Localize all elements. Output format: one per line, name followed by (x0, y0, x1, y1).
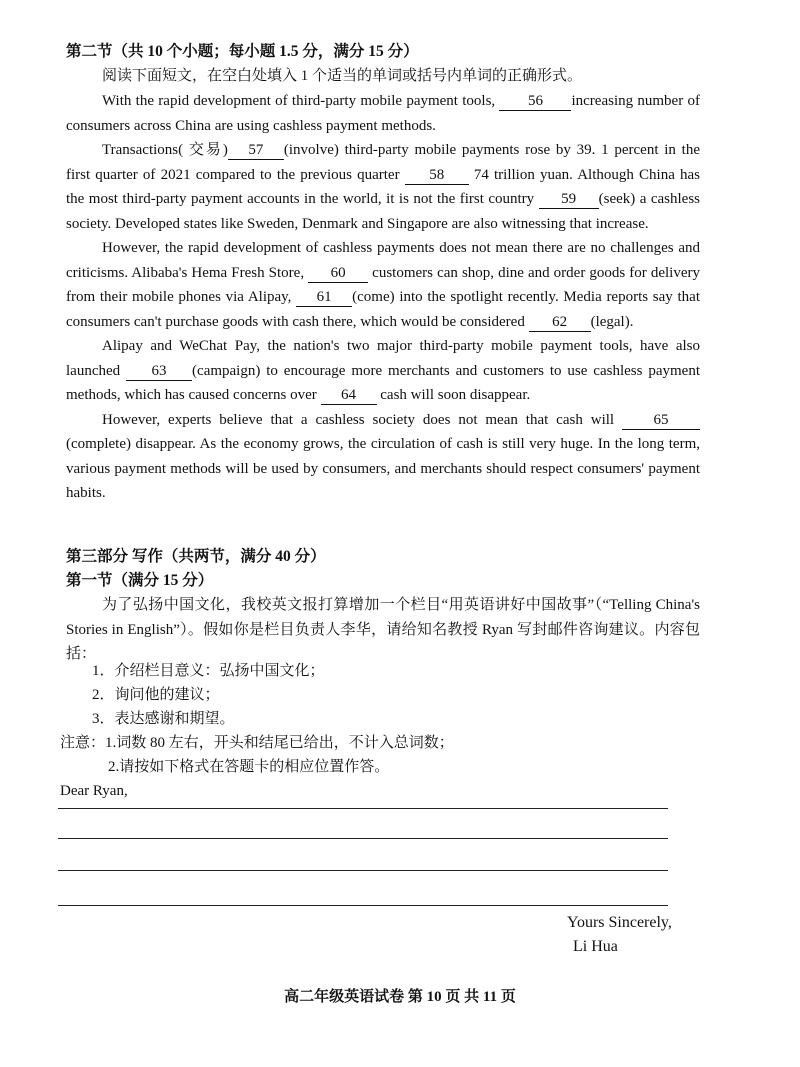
p4-text-b: (campaign) to encourage more merchants and customers to use cashless payment methods, which has caused concerns over (66, 362, 701, 403)
paragraph-4 (66, 334, 700, 408)
paragraph-3 (66, 236, 700, 334)
section2-instruction: 阅读下面短文，在空白处填入 1 个适当的单词或括号内单词的正确形式。 (102, 68, 583, 84)
p5-text-b: (complete) disappear. As the economy grows, the circulation of cash is still very huge. In the long term, various payment methods will be used by consumers, and merchants should respect consumers' payment habits. (66, 436, 700, 501)
p2-text-b: (involve) third-party mobile payments rose by 39. 1 percent in the first quarter of 2021 compared to the previous quarter (66, 142, 700, 183)
p2-text-d: (seek) a cashless society. Developed states like Sweden, Denmark and Singapore are also witnessing that increase. (66, 191, 700, 232)
signature: Li Hua (573, 938, 618, 955)
blank-61: 61 (296, 288, 352, 307)
closing: Yours Sincerely, (567, 914, 672, 931)
p2-text-c: 74 trillion yuan. Although China has the most third-party payment accounts in the world, it is not the first country (66, 166, 701, 207)
p5-text-a: However, experts believe that a cashless society does not mean that cash will (102, 411, 622, 428)
answer-line-3 (58, 870, 668, 871)
writing-item-1: 1．介绍栏目意义：弘扬中国文化； (92, 663, 325, 679)
part3-title: 第三部分 写作（共两节，满分 40 分） (66, 548, 326, 565)
blank-58: 58 (405, 166, 469, 185)
blank-65: 65 (622, 411, 700, 430)
blank-62: 62 (529, 313, 591, 332)
blank-63: 63 (126, 362, 192, 381)
answer-line-4 (58, 905, 668, 906)
answer-line-1 (58, 808, 668, 809)
blank-60: 60 (308, 264, 368, 283)
part3-section1-title: 第一节（满分 15 分） (66, 572, 214, 589)
p2-text-a: Transactions( 交易) (102, 142, 228, 158)
blank-64: 64 (321, 386, 377, 405)
writing-note-1: 注意：1.词数 80 左右，开头和结尾已给出，不计入总词数； (60, 735, 454, 751)
answer-line-2 (58, 838, 668, 839)
passage (66, 89, 700, 506)
writing-item-3: 3．表达感谢和期望。 (92, 711, 235, 727)
salutation: Dear Ryan, (60, 783, 128, 799)
p3-text-b: customers can shop, dine and order goods for delivery from their mobile phones via Alipay, (66, 264, 700, 305)
blank-57: 57 (228, 141, 284, 160)
p3-text-c: (come) into the spotlight recently. Media reports say that consumers can't purchase goods with cash there, which would be considered (66, 289, 700, 330)
blank-56: 56 (499, 92, 571, 111)
writing-prompt: 为了弘扬中国文化，我校英文报打算增加一个栏目“用英语讲好中国故事”（“Telling China's Stories in English”）。假如你是栏目负责人李华，请给知名教授 Ryan 写封邮件咨询建议。内容包括： (66, 597, 700, 662)
p3-text-a: However, the rapid development of cashless payments does not mean there are no challenges and criticisms. Alibaba's Hema Fresh Store, (66, 240, 700, 281)
section2-title: 第二节（共 10 个小题；每小题 1.5 分，满分 15 分） (66, 43, 419, 60)
p4-text-c: cash will soon disappear. (376, 387, 531, 403)
paragraph-5 (66, 408, 700, 506)
p4-text-a: Alipay and WeChat Pay, the nation's two major third-party mobile payment tools, have also launched (66, 338, 700, 379)
p1-text-a: With the rapid development of third-party mobile payment tools, (102, 93, 500, 109)
blank-59: 59 (539, 190, 599, 209)
paragraph-2 (66, 138, 700, 236)
page-footer: 高二年级英语试卷 第 10 页 共 11 页 (284, 989, 516, 1005)
p3-text-d: (legal). (590, 313, 634, 330)
p1-text-b: increasing number of consumers across China are using cashless payment methods. (66, 93, 700, 134)
writing-note-2: 2.请按如下格式在答题卡的相应位置作答。 (108, 759, 390, 775)
writing-prompt-block (66, 593, 700, 667)
paragraph-1 (66, 89, 700, 138)
writing-item-2: 2．询问他的建议； (92, 687, 220, 703)
